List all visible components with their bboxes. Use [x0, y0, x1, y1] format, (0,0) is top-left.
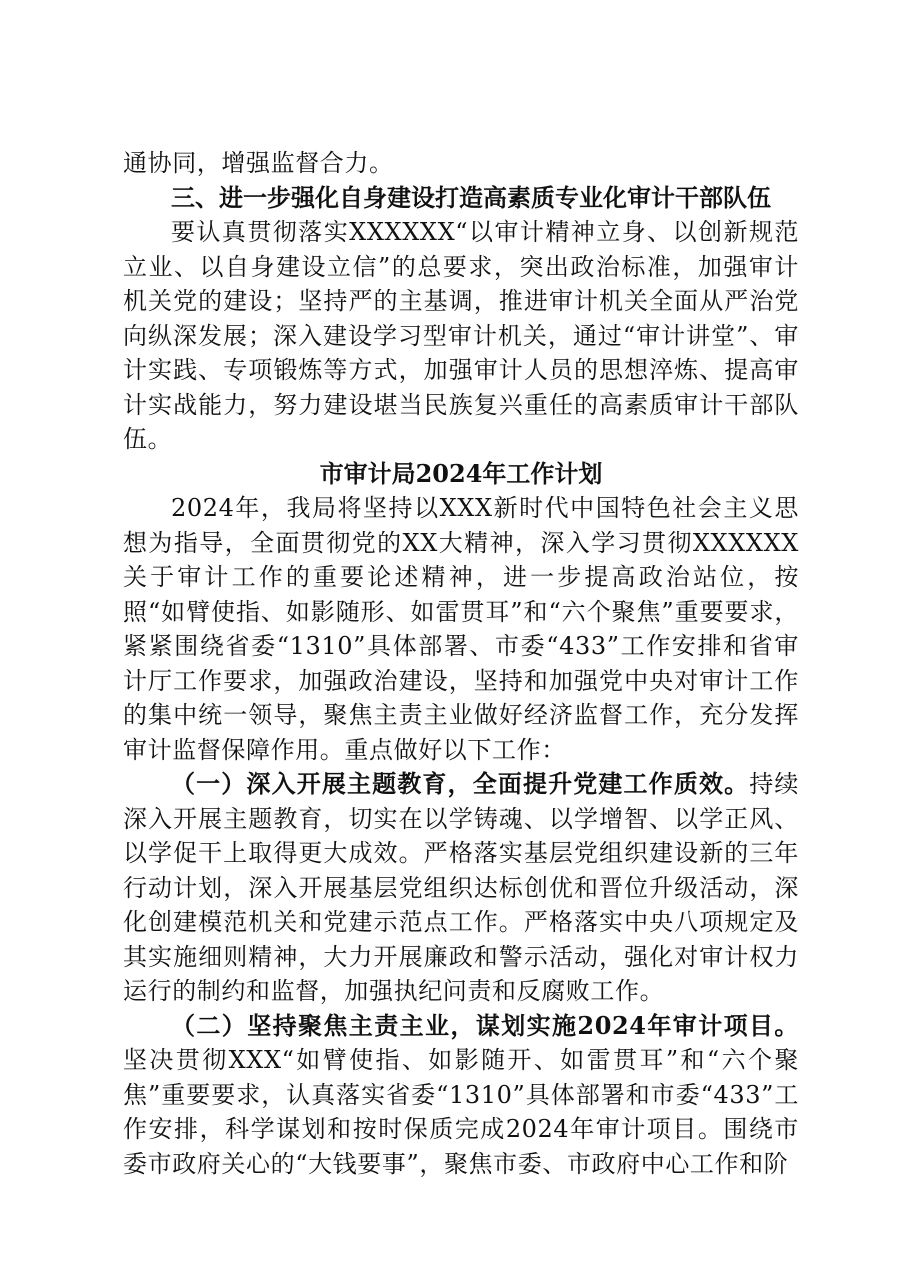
paragraph-fragment: 通协同，增强监督合力。	[123, 149, 394, 177]
item-2-paragraph	[123, 1009, 799, 1182]
item-1-lead: （一）深入开展主题教育，全面提升党建工作质效。	[171, 769, 750, 798]
intro-paragraph: 2024年，我局将坚持以XXX新时代中国特色社会主义思想为指导，全面贯彻党的XX大精神，深入学习贯彻XXXXXX关于审计工作的重要论述精神，进一步提高政治站位，按照“如臂使指、如影随形、如雷贯耳”和“六个聚焦”重要要求，紧紧围绕省委“1310”具体部署、市委“433”工作安排和省审计厅工作要求，加强政治建设，坚持和加强党中央对审计工作的集中统一领导，聚焦主责主业做好经济监督工作，充分发挥审计监督保障作用。重点做好以下工作：	[123, 494, 799, 764]
section-heading: 三、进一步强化自身建设打造高素质专业化审计干部队伍	[171, 183, 771, 212]
item-1-body: 持续深入开展主题教育，切实在以学铸魂、以学增智、以学正风、以学促干上取得更大成效。严格落实基层党组织建设新的三年行动计划，深入开展基层党组织达标创优和晋位升级活动，深化创建模范机关和党建示范点工作。严格落实中央八项规定及其实施细则精神，大力开展廉政和警示活动，强化对审计权力运行的制约和监督，加强执纪问责和反腐败工作。	[123, 770, 799, 1005]
item-2-body: 坚决贯彻XXX“如臂使指、如影随开、如雷贯耳”和“六个聚焦”重要要求，认真落实省委“1310”具体部署和市委“433”工作安排，科学谋划和按时保质完成2024年审计项目。围绕市委市政府关心的“大钱要事”，聚焦市委、市政府中心工作和阶	[123, 1046, 799, 1178]
item-2-lead: （二）坚持聚焦主责主业，谋划实施2024年审计项目。	[171, 1010, 799, 1040]
document-title: 市审计局2024年工作计划	[319, 458, 603, 488]
section-paragraph: 要认真贯彻落实XXXXXX“以审计精神立身、以创新规范立业、以自身建设立信”的总要求，突出政治标准，加强审计机关党的建设；坚持严的主基调，推进审计机关全面从严治党向纵深发展；深入建设学习型审计机关，通过“审计讲堂”、审计实践、专项锻炼等方式，加强审计人员的思想淬炼、提高审计实战能力，努力建设堪当民族复兴重任的高素质审计干部队伍。	[123, 218, 799, 453]
item-1-paragraph	[123, 767, 799, 1009]
